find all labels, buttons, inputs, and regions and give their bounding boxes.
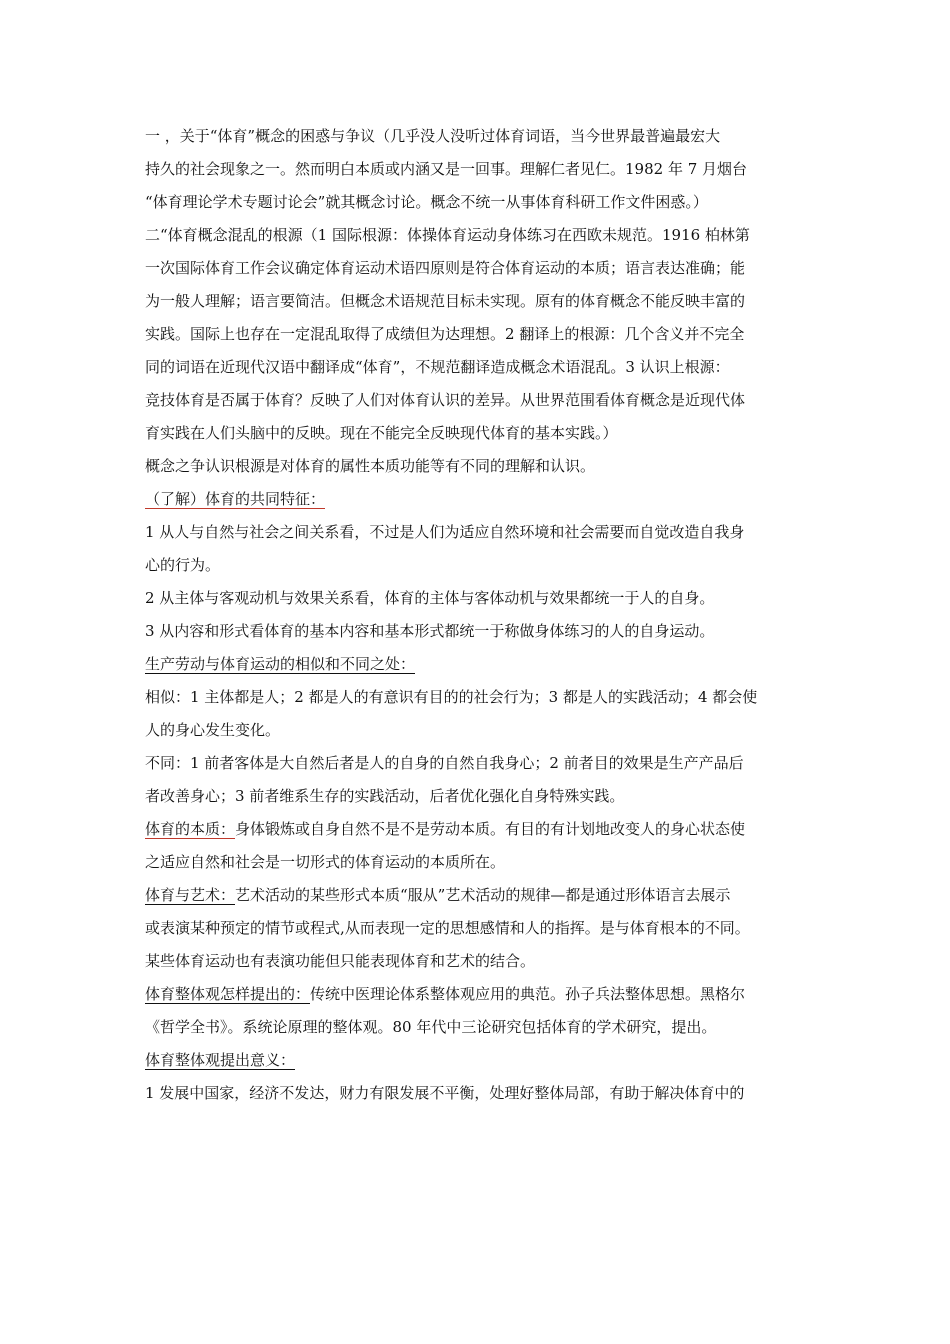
text-line: 一 ，关于“体育”概念的困惑与争议（几乎没人没听过体育词语，当今世界最普遍最宏大 [145,127,721,145]
text-line: 2 从主体与客观动机与效果关系看，体育的主体与客体动机与效果都统一于人的自身。 [145,589,715,607]
section-heading: 体育整体观怎样提出的： [145,985,311,1003]
text-line: 竞技体育是否属于体育？反映了人们对体育认识的差异。从世界范围看体育概念是近现代体 [145,391,746,409]
text-line: 3 从内容和形式看体育的基本内容和基本形式都统一于称做身体练习的人的自身运动。 [145,622,715,640]
text-line: 相似：1 主体都是人；2 都是人的有意识有目的的社会行为；3 都是人的实践活动；4 都会使 [145,688,758,706]
text-line [145,813,810,846]
text-line: 《哲学全书》。系统论原理的整体观。80 年代中三论研究包括体育的学术研究，提出。 [145,1018,717,1036]
text-line: 同的词语在近现代汉语中翻译成“体育”，不规范翻译造成概念术语混乱。3 认识上根源： [145,358,730,376]
text-line: 为一般人理解；语言要简洁。但概念术语规范目标未实现。原有的体育概念不能反映丰富的 [145,292,746,310]
section-heading: 体育与艺术： [145,886,236,904]
text-line: 育实践在人们头脑中的反映。现在不能完全反映现代体育的基本实践。） [145,424,618,442]
text-line: 持久的社会现象之一。然而明白本质或内涵又是一回事。理解仁者见仁。1982 年 7 月烟台 [145,160,748,178]
text-line: 人的身心发生变化。 [145,721,281,739]
text-line: 二“体育概念混乱的根源（1 国际根源：体操体育运动身体练习在西欧未规范。1916 柏林第 [145,226,750,244]
text-line: 一次国际体育工作会议确定体育运动术语四原则是符合体育运动的本质；语言表达准确；能 [145,259,746,277]
text-line: 1 发展中国家，经济不发达，财力有限发展不平衡，处理好整体局部，有助于解决体育中的 [145,1084,745,1102]
text-line: 某些体育运动也有表演功能但只能表现体育和艺术的结合。 [145,952,536,970]
section-heading: （了解）体育的共同特征： [145,490,326,508]
text-line [145,879,810,912]
section-heading-line [145,648,810,681]
text-line: 之适应自然和社会是一切形式的体育运动的本质所在。 [145,853,506,871]
paragraph-text: 传统中医理论体系整体观应用的典范。孙子兵法整体思想。黑格尔 [310,985,746,1003]
text-line: 概念之争认识根源是对体育的属性本质功能等有不同的理解和认识。 [145,457,596,475]
section-heading: 生产劳动与体育运动的相似和不同之处： [145,655,416,673]
text-line: 者改善身心；3 前者维系生存的实践活动，后者优化强化自身特殊实践。 [145,787,625,805]
text-line: 实践。国际上也存在一定混乱取得了成绩但为达理想。2 翻译上的根源：几个含义并不完全 [145,325,745,343]
section-heading: 体育整体观提出意义： [145,1051,296,1069]
section-heading-line [145,1044,810,1077]
paragraph-text: 身体锻炼或自身自然不是不是劳动本质。有目的有计划地改变人的身心状态使 [235,820,746,838]
text-line: 或表演某种预定的情节或程式,从而表现一定的思想感情和人的指挥。是与体育根本的不同。 [145,919,750,937]
text-line [145,978,810,1011]
section-heading: 体育的本质： [145,820,236,838]
text-line: 心的行为。 [145,556,221,574]
text-line: 1 从人与自然与社会之间关系看，不过是人们为适应自然环境和社会需要而自觉改造自我身 [145,523,745,541]
text-line: 不同：1 前者客体是大自然后者是人的自身的自然自我身心；2 前者目的效果是生产产品后 [145,754,744,772]
paragraph-text: 艺术活动的某些形式本质“服从”艺术活动的规律—都是通过形体语言去展示 [235,886,731,904]
section-heading-line [145,483,810,516]
document-page [145,120,810,1110]
text-line: “体育理论学术专题讨论会”就其概念讨论。概念不统一从事体育科研工作文件困惑。） [145,193,708,211]
